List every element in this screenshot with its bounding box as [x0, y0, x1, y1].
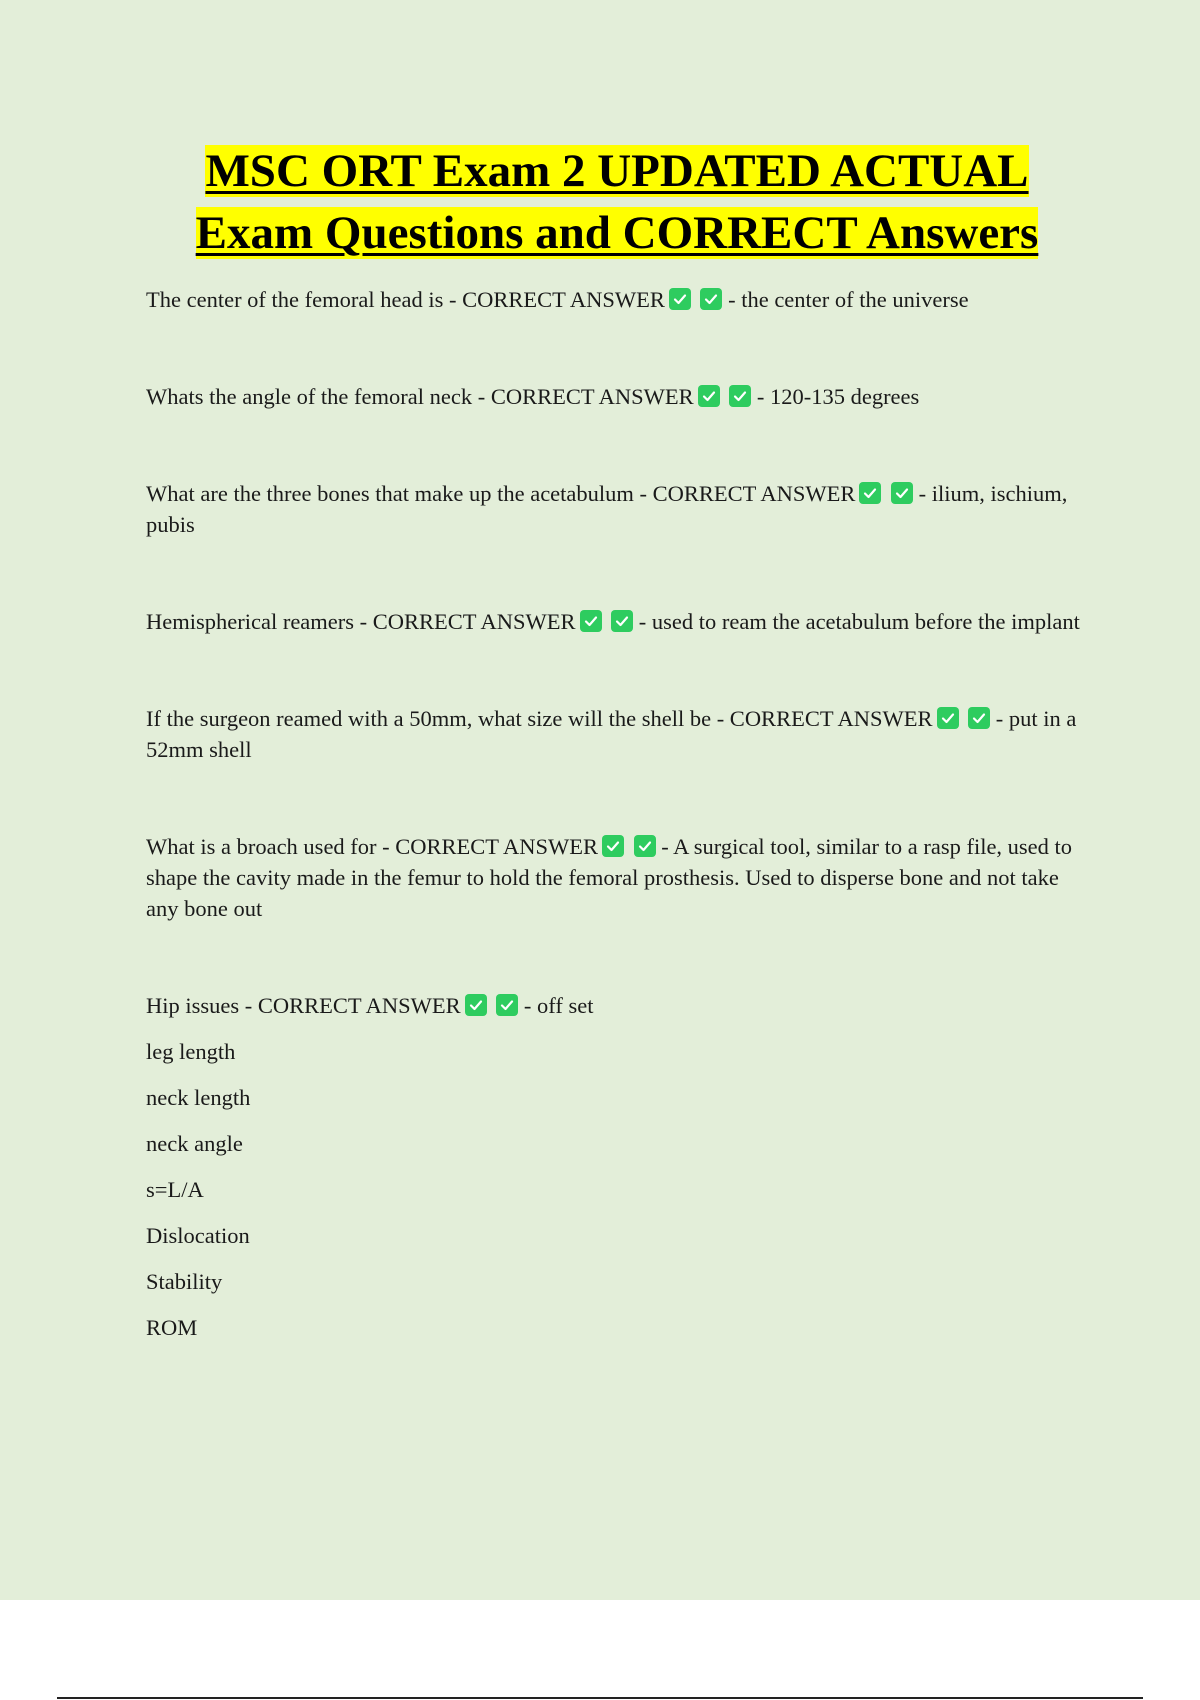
- qa-item: [146, 990, 1088, 1021]
- correct-answer-label: - CORRECT ANSWER: [477, 384, 694, 409]
- check-mark-icon: [937, 707, 959, 729]
- list-item: Dislocation: [146, 1223, 250, 1248]
- check-mark-icon: [580, 610, 602, 632]
- check-mark-icon: [891, 482, 913, 504]
- answer-text: - off set: [523, 993, 594, 1018]
- list-item: Stability: [146, 1269, 223, 1294]
- question-text: Hemispherical reamers: [146, 609, 355, 634]
- list-item: ROM: [146, 1315, 198, 1340]
- check-mark-icon: [729, 385, 751, 407]
- question-text: The center of the femoral head is: [146, 287, 444, 312]
- check-mark-icon: [968, 707, 990, 729]
- correct-answer-label: - CORRECT ANSWER: [448, 287, 665, 312]
- answer-text: - put in a 52mm shell: [146, 706, 1077, 762]
- title-line-2: Exam Questions and CORRECT Answers: [195, 207, 1039, 259]
- qa-item: [146, 381, 1088, 412]
- correct-answer-label: - CORRECT ANSWER: [244, 993, 461, 1018]
- correct-answer-label: - CORRECT ANSWER: [716, 706, 933, 731]
- answer-text: - ilium, ischium, pubis: [146, 481, 1068, 537]
- check-mark-icon: [634, 835, 656, 857]
- correct-answer-label: - CORRECT ANSWER: [359, 609, 576, 634]
- qa-item: [146, 606, 1088, 637]
- answer-text: - the center of the universe: [728, 287, 969, 312]
- check-mark-icon: [611, 610, 633, 632]
- qa-item: [146, 478, 1088, 540]
- question-text: What are the three bones that make up the acetabulum: [146, 481, 634, 506]
- correct-answer-label: - CORRECT ANSWER: [382, 834, 599, 859]
- question-text: What is a broach used for: [146, 834, 377, 859]
- check-mark-icon: [700, 288, 722, 310]
- qa-item: [146, 284, 1088, 315]
- list-item: neck angle: [146, 1131, 243, 1156]
- check-mark-icon: [465, 994, 487, 1016]
- check-mark-icon: [602, 835, 624, 857]
- answer-text: - 120-135 degrees: [756, 384, 920, 409]
- title-line-1: MSC ORT Exam 2 UPDATED ACTUAL: [205, 145, 1029, 197]
- question-text: Hip issues: [146, 993, 240, 1018]
- question-text: Whats the angle of the femoral neck: [146, 384, 473, 409]
- document-title: [0, 140, 1200, 264]
- check-mark-icon: [669, 288, 691, 310]
- qa-item: [146, 703, 1088, 765]
- qa-list: [146, 284, 1088, 1343]
- qa-item: [146, 831, 1088, 924]
- question-text: If the surgeon reamed with a 50mm, what size will the shell be: [146, 706, 712, 731]
- answer-text: - A surgical tool, similar to a rasp file, used to shape the cavity made in the femur to hold the femoral prosthesis. Used to disperse bone and not take any bone out: [146, 834, 1073, 921]
- footer-divider: [57, 1697, 1143, 1699]
- check-mark-icon: [698, 385, 720, 407]
- list-item: leg length: [146, 1039, 236, 1064]
- answer-text: - used to ream the acetabulum before the implant: [638, 609, 1080, 634]
- correct-answer-label: - CORRECT ANSWER: [639, 481, 856, 506]
- check-mark-icon: [859, 482, 881, 504]
- list-item: neck length: [146, 1085, 251, 1110]
- check-mark-icon: [496, 994, 518, 1016]
- list-item: s=L/A: [146, 1177, 204, 1202]
